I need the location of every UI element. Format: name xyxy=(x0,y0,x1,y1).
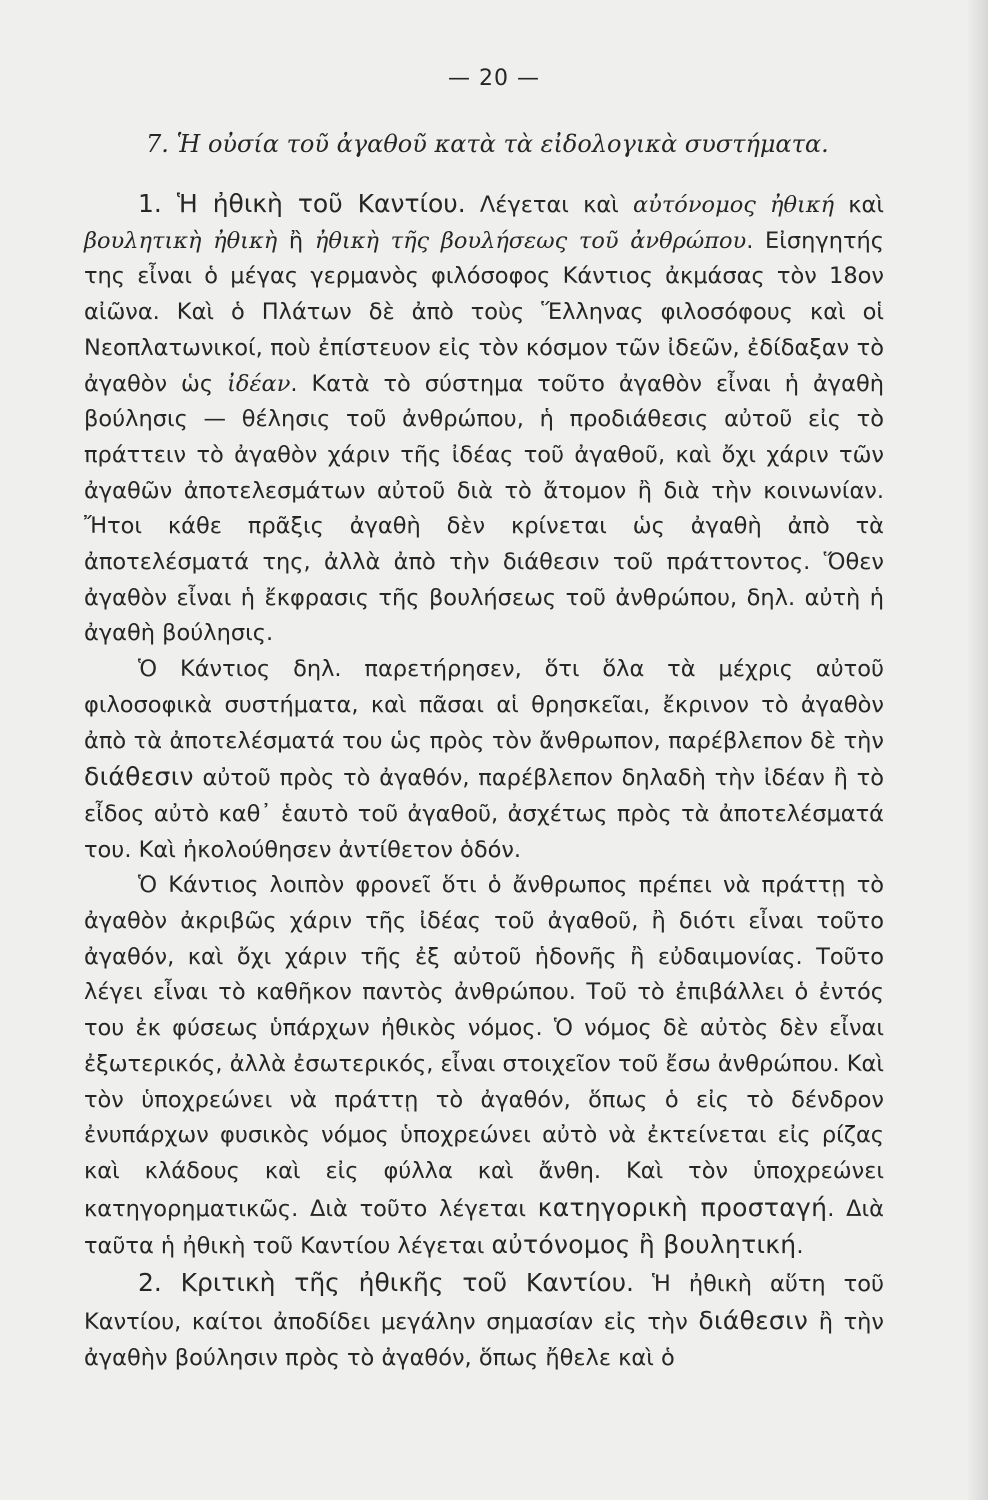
text-run: καὶ xyxy=(834,192,884,218)
text-run: . Εἰσηγητής της εἶναι ὁ μέγας γερμανὸς φιλόσοφος Κάντιος ἀκμάσας τὸν 18ον αἰῶνα. Καὶ ὁ Πλάτων δὲ ἀπὸ τοὺς Ἕλληνας φιλοσόφους καὶ οἱ Νεοπλατωνικοί, ποὺ ἐπίστευον εἰς τὸν κόσμον τῶν ἰδεῶν, ἐδίδαξαν τὸ ἀγαθὸν ὡς xyxy=(84,227,884,397)
subsection-title-critique: 2. Κριτικὴ τῆς ἠθικῆς τοῦ Καντίου. xyxy=(138,1268,634,1298)
subsection-title-kantian-ethics: 1. Ἡ ἠθικὴ τοῦ Καντίου. xyxy=(138,189,466,218)
text-run: . xyxy=(796,1233,804,1260)
text-run: Ἡ ἠθικὴ αὕτη τοῦ Καντίου, καίτοι ἀποδίδει μεγάλην σημασίαν εἰς τὴν xyxy=(84,1271,884,1335)
emphasized-term: κατηγορικὴ προσταγή xyxy=(537,1192,828,1222)
emphasized-term: διάθεσιν xyxy=(698,1305,809,1335)
text-run: αὐτοῦ πρὸς τὸ ἀγαθόν, παρέβλεπον δηλαδὴ τὴν ἰδέαν ἢ τὸ εἶδος αὐτὸ καθ᾽ ἑαυτὸ τοῦ ἀγαθοῦ, ἀσχέτως πρὸς τὰ ἀποτελέσματά του. Καὶ ἠκολούθησεν ἀντίθετον ὁδόν. xyxy=(84,765,884,863)
emphasized-term: αὐτόνομος ἢ βουλητική xyxy=(491,1230,797,1260)
emphasized-term: διάθεσιν xyxy=(84,762,194,792)
text-run: Λέγεται καὶ xyxy=(465,192,633,218)
text-run: Ὁ Κάντιος λοιπὸν φρονεῖ ὅτι ὁ ἄνθρωπος πρέπει νὰ πράττῃ τὸ ἀγαθὸν ἀκριβῶς χάριν τῆς ἰδέας τοῦ ἀγαθοῦ, ἢ διότι εἶναι τοῦτο ἀγαθόν, καὶ ὄχι χάριν τῆς ἐξ αὐτοῦ ἡδονῆς ἢ εὐδαιμονίας. Τοῦτο λέγει εἶναι τὸ καθῆκον παντὸς ἀνθρώπου. Τοῦ τὸ ἐπιβάλλει ὁ ἐντός του ἐκ φύσεως ὑπάρχων ἠθικὸς νόμος. Ὁ νόμος δὲ αὐτὸς δὲν εἶναι ἐξωτερικός, ἀλλὰ ἐσωτερικός, εἶναι στοιχεῖον τοῦ ἔσω ἀνθρώπου. Καὶ τὸν ὑποχρεώνει νὰ πράττῃ τὸ ἀγαθόν, ὅπως ὁ εἰς τὸ δένδρον ἐνυπάρχων φυσικὸς νόμος ὑποχρεώνει αὐτὸ νὰ ἐκτείνεται εἰς ρίζας καὶ κλάδους καὶ εἰς φύλλα καὶ ἄνθη. Καὶ τὸν ὑποχρεώνει κατηγορηματικῶς. Διὰ τοῦτο λέγεται xyxy=(84,872,884,1222)
text-run: . Κατὰ τὸ σύστημα τοῦτο ἀγαθὸν εἶναι ἡ ἀγαθὴ βούλησις — θέλησις τοῦ ἀνθρώπου, ἡ προδιάθεσις αὐτοῦ εἰς τὸ πράττειν τὸ ἀγαθὸν χάριν τῆς ἰδέας τοῦ ἀγαθοῦ, καὶ ὄχι χάριν τῶν ἀγαθῶν ἀποτελεσμάτων αὐτοῦ διὰ τὸ ἄτομον ἢ διὰ τὴν κοινωνίαν. Ἤτοι κάθε πρᾶξις ἀγαθὴ δὲν κρίνεται ὡς ἀγαθὴ ἀπὸ τὰ ἀποτελέσματά της, ἀλλὰ ἀπὸ τὴν διάθεσιν τοῦ πράττοντος. Ὅθεν ἀγαθὸν εἶναι ἡ ἔκφρασις τῆς βουλήσεως τοῦ ἀνθρώπου, δηλ. αὐτὴ ἡ ἀγαθὴ βούλησις. xyxy=(84,370,884,647)
section-heading: 7. Ἡ οὐσία τοῦ ἀγαθοῦ κατὰ τὰ εἰδολογικὰ συστήματα. xyxy=(146,130,829,158)
paragraph-kant-duty xyxy=(84,868,884,1265)
italic-term: ἰδέαν xyxy=(227,370,291,397)
body-text xyxy=(84,186,884,1376)
paragraph-kantian-ethics xyxy=(84,186,884,652)
text-run: ἢ τὴν ἀγαθὴν βούλησιν πρὸς τὸ ἀγαθόν, ὅπως ἤθελε καὶ ὁ xyxy=(84,1308,884,1371)
italic-term: ἠθικὴ τῆς βουλήσεως τοῦ ἀνθρώπου xyxy=(314,227,747,254)
page-number: — 20 — xyxy=(448,66,540,91)
text-run: Ὁ Κάντιος δηλ. παρετήρησεν, ὅτι ὅλα τὰ μέχρις αὐτοῦ φιλοσοφικὰ συστήματα, καὶ πᾶσαι αἱ θρησκεῖαι, ἔκρινον τὸ ἀγαθὸν ἀπὸ τὰ ἀποτελέσματά του ὡς πρὸς τὸν ἄνθρωπον, παρέβλεπον δὲ τὴν xyxy=(84,656,884,754)
italic-term: βουλητικὴ ἠθικὴ xyxy=(84,227,278,254)
text-run: . Διὰ ταῦτα ἡ ἠθικὴ τοῦ Καντίου λέγεται xyxy=(84,1195,884,1260)
page-edge-shadow xyxy=(966,0,988,1500)
paragraph-critique xyxy=(84,1265,884,1376)
text-run: ἢ xyxy=(277,227,315,254)
italic-term: αὐτόνομος ἠθική xyxy=(632,192,835,218)
paragraph-kant-observation xyxy=(84,652,884,868)
